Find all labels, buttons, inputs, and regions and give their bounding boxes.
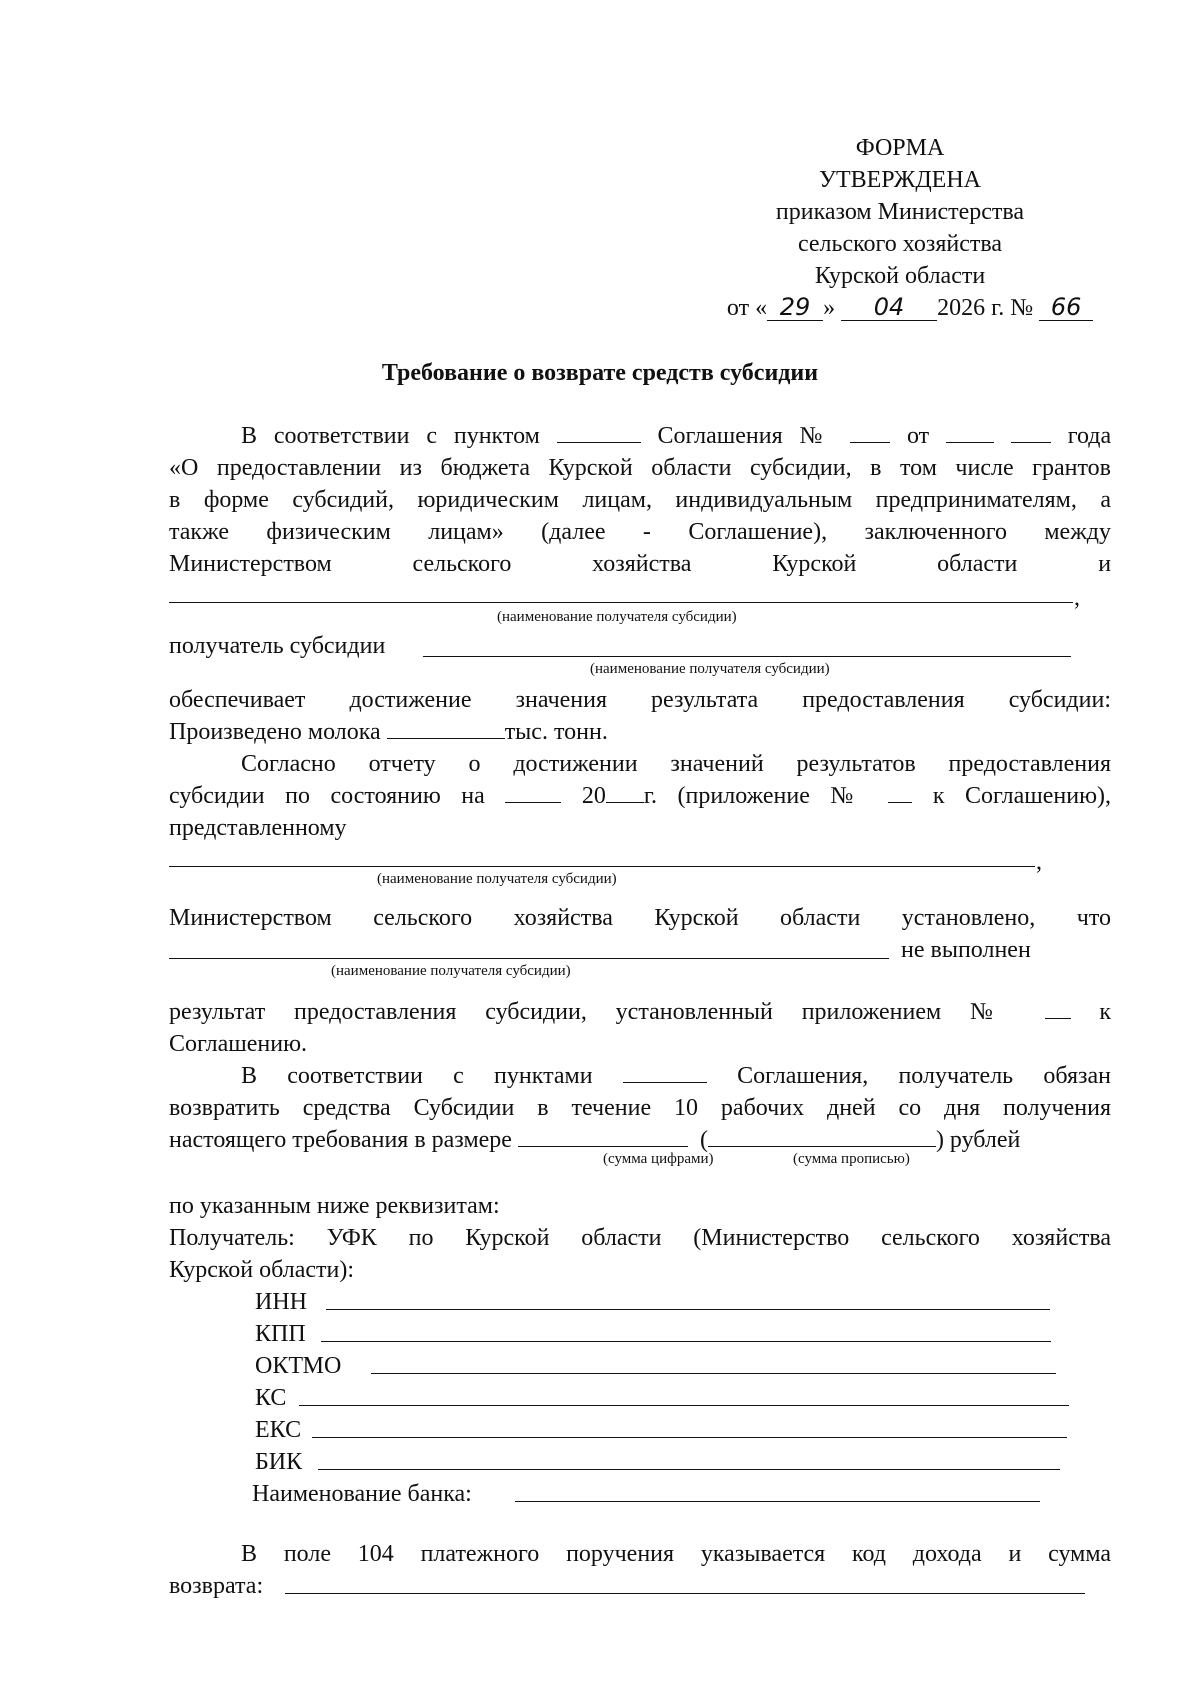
p1-word: области bbox=[937, 551, 1018, 577]
req-ks-label: КС bbox=[255, 1385, 287, 1411]
recipient-name-blank-4 bbox=[169, 958, 889, 959]
req-ks-blank bbox=[299, 1405, 1069, 1406]
req-bik-label: БИК bbox=[255, 1449, 303, 1475]
date-prefix: от « bbox=[726, 295, 768, 321]
agreement-day-blank bbox=[946, 420, 994, 443]
p1-word: соответствии bbox=[273, 423, 410, 449]
p5-text: В соответствии с пунктами bbox=[241, 1063, 593, 1089]
p3-year-prefix: 20 bbox=[581, 783, 606, 809]
handwritten-order-number: 66 bbox=[1039, 294, 1093, 321]
appendix-number-blank bbox=[888, 780, 912, 803]
req-oktmo-blank bbox=[371, 1373, 1056, 1374]
caption-recipient-1: (наименование получателя субсидии) bbox=[497, 609, 737, 625]
date-mid: » bbox=[823, 295, 836, 321]
amount-words-blank bbox=[708, 1124, 936, 1147]
p4-line1: Министерством сельского хозяйства Курской области установлено, что bbox=[169, 905, 1111, 931]
p1-word: года bbox=[1067, 423, 1112, 449]
recipient-label: получатель субсидии bbox=[169, 633, 386, 659]
paren-open: ( bbox=[699, 1127, 708, 1153]
agreement-number-blank bbox=[850, 420, 890, 443]
p3-line3: представленному bbox=[169, 815, 347, 841]
req-bik-blank bbox=[318, 1469, 1060, 1470]
req-kpp-label: КПП bbox=[255, 1321, 306, 1347]
report-year-group bbox=[582, 783, 868, 809]
p5-line2: возвратить средства Субсидии в течение 10 рабочих дней со дня получения bbox=[169, 1095, 1111, 1121]
milk-label: Произведено молока bbox=[169, 719, 381, 745]
p1-word: В bbox=[241, 423, 258, 449]
approval-form-label: ФОРМА bbox=[855, 135, 945, 161]
p6-line2: Получатель: УФК по Курской области (Министерство сельского хозяйства bbox=[169, 1225, 1111, 1251]
caption-recipient-2: (наименование получателя субсидии) bbox=[590, 661, 830, 677]
p1-line3: в форме субсидий, юридическим лицам, индивидуальным предпринимателям, а bbox=[169, 487, 1111, 513]
caption-amount-digits: (сумма цифрами) bbox=[603, 1151, 714, 1167]
p1-line5 bbox=[169, 548, 1111, 580]
p3-text: г. (приложение № bbox=[643, 783, 868, 809]
p4-text: к bbox=[1099, 999, 1112, 1025]
p3-text: к Соглашению), bbox=[932, 783, 1112, 809]
p1-word: сельского bbox=[412, 551, 512, 577]
recipient-name-blank-2 bbox=[423, 656, 1071, 657]
recipient-comma-2: , bbox=[1036, 849, 1042, 875]
p5-line1 bbox=[241, 1060, 1111, 1092]
req-eks-label: ЕКС bbox=[255, 1417, 302, 1443]
recipient-comma: , bbox=[1074, 585, 1080, 611]
caption-recipient-4: (наименование получателя субсидии) bbox=[331, 963, 571, 979]
clauses-blank bbox=[623, 1060, 707, 1083]
handwritten-month: 04 bbox=[841, 294, 937, 321]
approval-order-line: приказом Министерства bbox=[775, 199, 1025, 225]
p7-line1: В поле 104 платежного поручения указывается код дохода и сумма bbox=[241, 1541, 1111, 1567]
p4-text: результат предоставления субсидии, установленный приложением № bbox=[169, 999, 1016, 1025]
approval-region-line: Курской области bbox=[814, 263, 986, 289]
p1-word: № bbox=[799, 423, 834, 449]
p1-word: от bbox=[906, 423, 930, 449]
handwritten-day: 29 bbox=[767, 294, 823, 321]
p5-text: Соглашения, получатель обязан bbox=[737, 1063, 1112, 1089]
req-inn-label: ИНН bbox=[255, 1289, 307, 1315]
agreement-month-blank bbox=[1011, 420, 1051, 443]
approval-block bbox=[690, 132, 1110, 324]
clause-blank bbox=[557, 420, 641, 443]
p4-line3 bbox=[169, 996, 1111, 1028]
recipient-name-blank-1 bbox=[169, 602, 1073, 603]
document-title: Требование о возврате средств субсидии bbox=[381, 360, 819, 386]
req-kpp-blank bbox=[321, 1341, 1051, 1342]
p1-word: хозяйства bbox=[592, 551, 692, 577]
recipient-row bbox=[169, 630, 1111, 662]
approval-ministry-line: сельского хозяйства bbox=[797, 231, 1003, 257]
date-year: 2026 г. № bbox=[937, 295, 1034, 321]
p7-line2: возврата: bbox=[169, 1573, 264, 1599]
p3-text: субсидии по состоянию на bbox=[169, 783, 485, 809]
amount-digits-blank bbox=[518, 1124, 688, 1147]
report-year-blank bbox=[606, 780, 644, 803]
req-bank-label: Наименование банка: bbox=[252, 1481, 472, 1507]
caption-recipient-3: (наименование получателя субсидии) bbox=[377, 871, 617, 887]
p1-line2: «О предоставлении из бюджета Курской области субсидии, в том числе грантов bbox=[169, 455, 1111, 481]
req-eks-blank bbox=[312, 1437, 1067, 1438]
p6-line3: Курской области): bbox=[169, 1257, 355, 1283]
p4-line4: Соглашению. bbox=[169, 1031, 308, 1057]
p1-word: и bbox=[1098, 551, 1112, 577]
p2-line2 bbox=[169, 716, 1111, 748]
req-oktmo-label: ОКТМО bbox=[255, 1353, 342, 1379]
recipient-name-blank-3 bbox=[169, 866, 1035, 867]
currency-label: ) рублей bbox=[935, 1127, 1021, 1153]
p5-text: настоящего требования в размере bbox=[169, 1127, 512, 1153]
approval-date-line bbox=[700, 292, 1120, 324]
not-fulfilled-label: не выполнен bbox=[901, 937, 1031, 963]
approval-approved-label: УТВЕРЖДЕНА bbox=[818, 167, 982, 193]
p1-word: Соглашения bbox=[657, 423, 783, 449]
refund-code-blank bbox=[285, 1593, 1085, 1594]
p1-line4: также физическим лицам» (далее - Соглашение), заключенного между bbox=[169, 519, 1111, 545]
p2-line1: обеспечивает достижение значения результата предоставления субсидии: bbox=[169, 687, 1111, 713]
p1-line1 bbox=[241, 420, 1111, 452]
p1-word: с bbox=[426, 423, 437, 449]
req-inn-blank bbox=[326, 1309, 1050, 1310]
p1-word: Курской bbox=[772, 551, 857, 577]
req-bank-blank bbox=[515, 1501, 1040, 1502]
p3-line1: Согласно отчету о достижении значений результатов предоставления bbox=[241, 751, 1111, 777]
p3-line2 bbox=[169, 780, 1111, 812]
milk-unit: тыс. тонн. bbox=[504, 719, 608, 745]
p1-word: пунктом bbox=[453, 423, 540, 449]
report-day-blank bbox=[505, 780, 561, 803]
p6-line1: по указанным ниже реквизитам: bbox=[169, 1193, 500, 1219]
p1-word: Министерством bbox=[169, 551, 332, 577]
result-appendix-blank bbox=[1045, 996, 1071, 1019]
caption-amount-words: (сумма прописью) bbox=[793, 1151, 910, 1167]
milk-volume-blank bbox=[387, 716, 505, 739]
